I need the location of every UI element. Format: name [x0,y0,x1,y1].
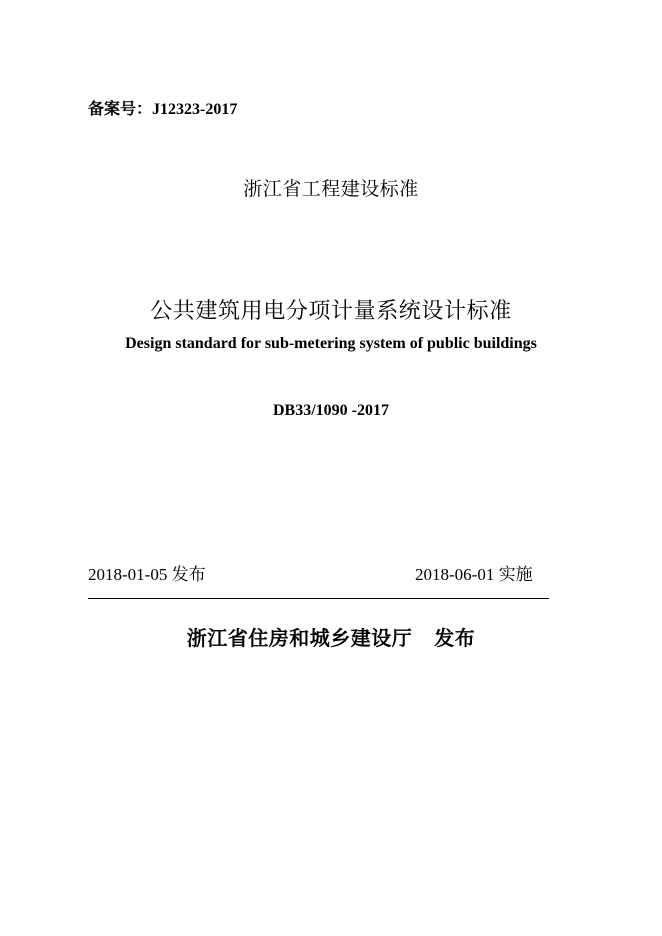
document-title-chinese: 公共建筑用电分项计量系统设计标准 [150,299,512,324]
divider-line [88,598,549,599]
filing-number: 备案号：J12323-2017 [88,101,238,118]
standard-code: DB33/1090 -2017 [273,402,389,419]
series-title: 浙江省工程建设标准 [243,178,419,200]
issuer-line [0,622,662,651]
issue-date: 2018-01-05 发布 [88,565,206,584]
issuer-action: 发布 [434,626,476,650]
effective-date: 2018-06-01 实施 [415,565,533,584]
issuer-name: 浙江省住房和城乡建设厅 [186,626,413,650]
document-title-english: Design standard for sub-metering system of public buildings [125,335,537,352]
